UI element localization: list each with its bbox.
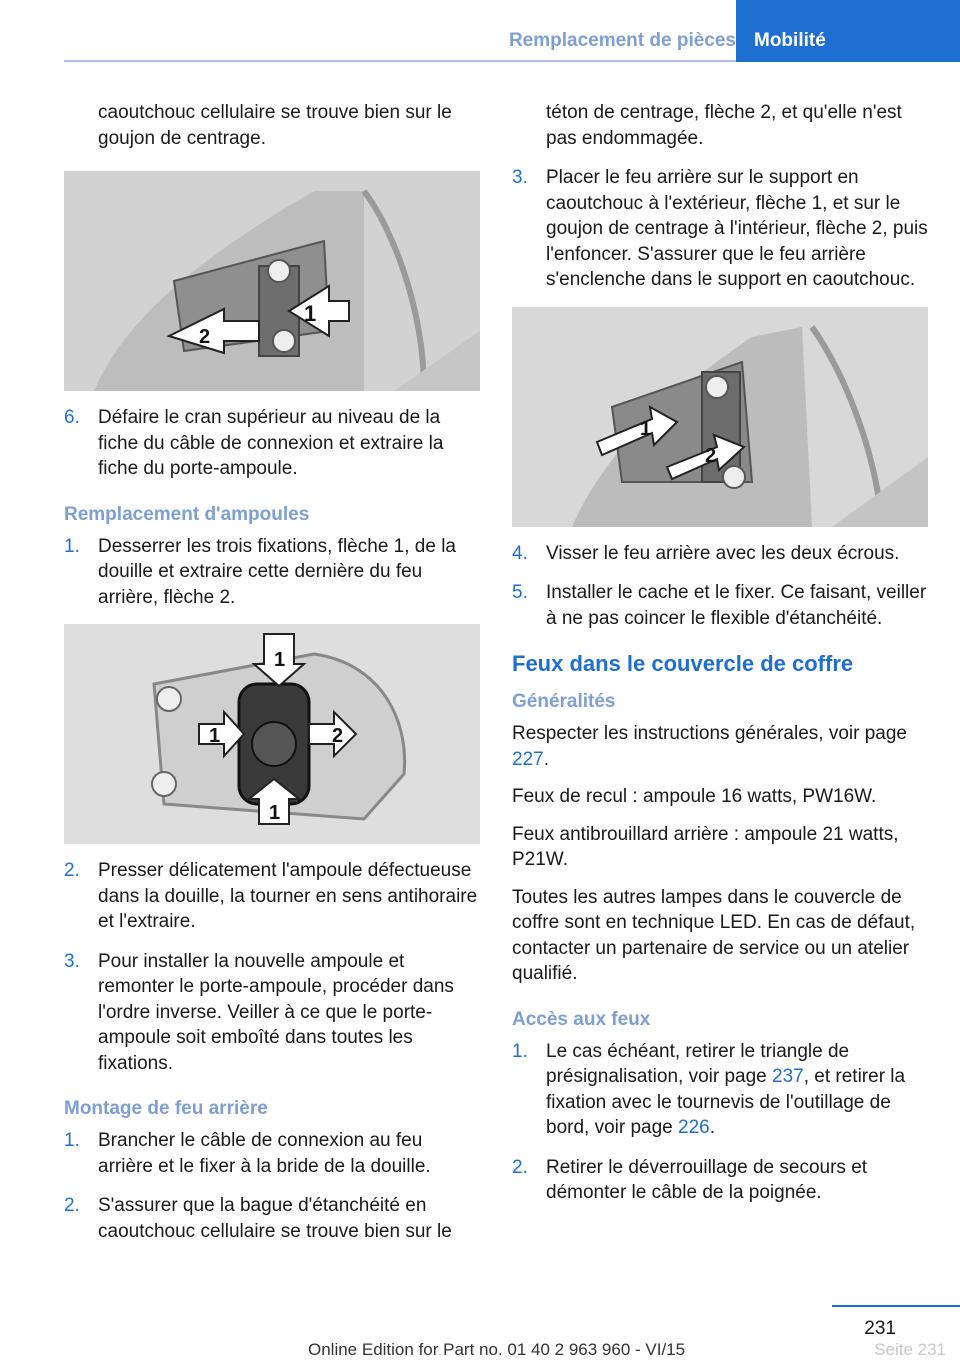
mount-step-4 [512,541,928,567]
step-number: 1. [512,1040,528,1062]
step-text [546,1039,928,1141]
page-ref-226[interactable]: 226 [678,1117,710,1138]
general-paragraph-3: Feux antibrouillard arrière : ampoule 21 watts, P21W. [512,823,899,870]
fig2-label-1a: 1 [209,725,221,747]
tail-light-removal-figure [64,171,480,391]
page-ref-237[interactable]: 237 [772,1066,804,1087]
step-number: 3. [512,167,528,188]
footer-rule [832,1305,960,1307]
access-step-1 [512,1039,928,1141]
step-text: Presser délicatement l'ampoule défectueuse dans la douille, la tourner en sens antihoraire et l'extraire. [98,860,478,932]
step-text: Placer le feu arrière sur le support en caoutchouc à l'extérieur, flèche 1, et sur le goujon de centrage à l'intérieur, flèche 2, puis l'enfoncer. S'assurer que le feu arrière s'enclenche dans le support en caoutchouc. [546,167,928,290]
step-text: Desserrer les trois fixations, flèche 1, de la douille et extraire cette dernière du feu arrière, flèche 2. [98,535,456,608]
step-text: Visser le feu arrière avec les deux écrous. [546,542,900,564]
heading-general: Généralités [512,691,616,712]
step-text: Brancher le câble de connexion au feu arrière et le fixer à la bride de la douille. [98,1130,431,1177]
step-text: S'assurer que la bague d'étanchéité en caoutchouc cellulaire se trouve bien sur le [98,1195,452,1242]
fig3-label-1: 1 [640,417,652,440]
chapter-tab[interactable]: Mobilité [736,0,960,62]
heading-light-access: Accès aux feux [512,1008,651,1030]
step-number: 2. [64,860,80,881]
tail-light-removal-illustration [64,171,480,391]
continued-text: téton de centrage, flèche 2, et qu'elle n'est pas endommagée. [546,102,902,149]
step-number: 2. [512,1156,528,1178]
mount-step-2 [64,1193,480,1244]
right-column [512,100,928,1220]
fig3-label-2: 2 [705,444,717,467]
step-number: 1. [64,1130,80,1151]
tail-light-mounting-figure [512,307,928,527]
header-rule [64,60,736,62]
fig2-label-2: 2 [332,725,344,747]
section-title: Remplacement de pièces [508,30,736,51]
step-number: 1. [64,535,80,557]
general-paragraph-2: Feux de recul : ampoule 16 watts, PW16W. [512,786,877,807]
watermark: Seite 231 [874,1340,946,1359]
step-text: Installer le cache et le fixer. Ce faisant, veiller à ne pas coincer le flexible d'étanchéité. [546,582,927,629]
bulb-holder-illustration [64,624,480,844]
step-number: 5. [512,582,528,603]
mount-step-5 [512,580,928,631]
bulb-holder-figure [64,624,480,844]
edition-note: Online Edition for Part no. 01 40 2 963 960 - VI/15 [308,1340,686,1359]
mount-step-3 [512,165,928,293]
step-text: Défaire le cran supérieur au niveau de la fiche du câble de connexion et extraire la fiche du porte-ampoule. [98,407,444,479]
text-fragment: Respecter les instructions générales, voir page [512,723,907,744]
page-ref-227[interactable]: 227 [512,748,544,770]
general-paragraph-4: Toutes les autres lampes dans le couvercle de coffre sont en technique LED. En cas de défaut, contacter un partenaire de service ou un atelier qualifié. [512,886,916,984]
tail-light-mounting-illustration [512,307,928,527]
text-fragment: . [543,748,549,770]
step-number: 6. [64,407,80,428]
continued-text: caoutchouc cellulaire se trouve bien sur le goujon de centrage. [98,102,452,149]
text-fragment: , et retirer la fixation avec le tournevis de l'outillage de bord, voir page [546,1066,906,1138]
fig2-label-1c: 1 [269,802,281,824]
fig1-label-2: 2 [199,326,211,348]
fig2-label-1b: 1 [274,649,286,671]
mount-step-1 [64,1128,480,1179]
bulb-step-2 [64,858,480,935]
page-number: 231 [864,1318,896,1339]
step-number: 4. [512,542,528,564]
step-number: 3. [64,950,80,972]
access-step-2 [512,1155,928,1206]
general-paragraph-1 [512,721,928,772]
fig1-label-1: 1 [304,301,317,326]
step-number: 2. [64,1195,80,1216]
heading-bulb-replacement: Remplacement d'ampoules [64,503,310,525]
bulb-step-1 [64,534,480,611]
step-text: Pour installer la nouvelle ampoule et remonter le porte-ampoule, procéder dans l'ordre inverse. Veiller à ce que le porte-ampoule soit emboîté dans toutes les fixations. [98,950,454,1074]
bulb-step-3 [64,949,480,1077]
text-fragment: . [709,1117,716,1138]
heading-tail-light-mounting: Montage de feu arrière [64,1098,268,1119]
page-header [64,0,960,62]
step-6 [64,405,480,482]
left-column [64,100,480,1258]
section-title-trunk-lights: Feux dans le couvercle de coffre [512,651,854,676]
text-fragment: Le cas échéant, retirer le triangle de présignalisation, voir page [546,1040,850,1087]
step-text: Retirer le déverrouillage de secours et démonter le câble de la poignée. [546,1156,868,1203]
